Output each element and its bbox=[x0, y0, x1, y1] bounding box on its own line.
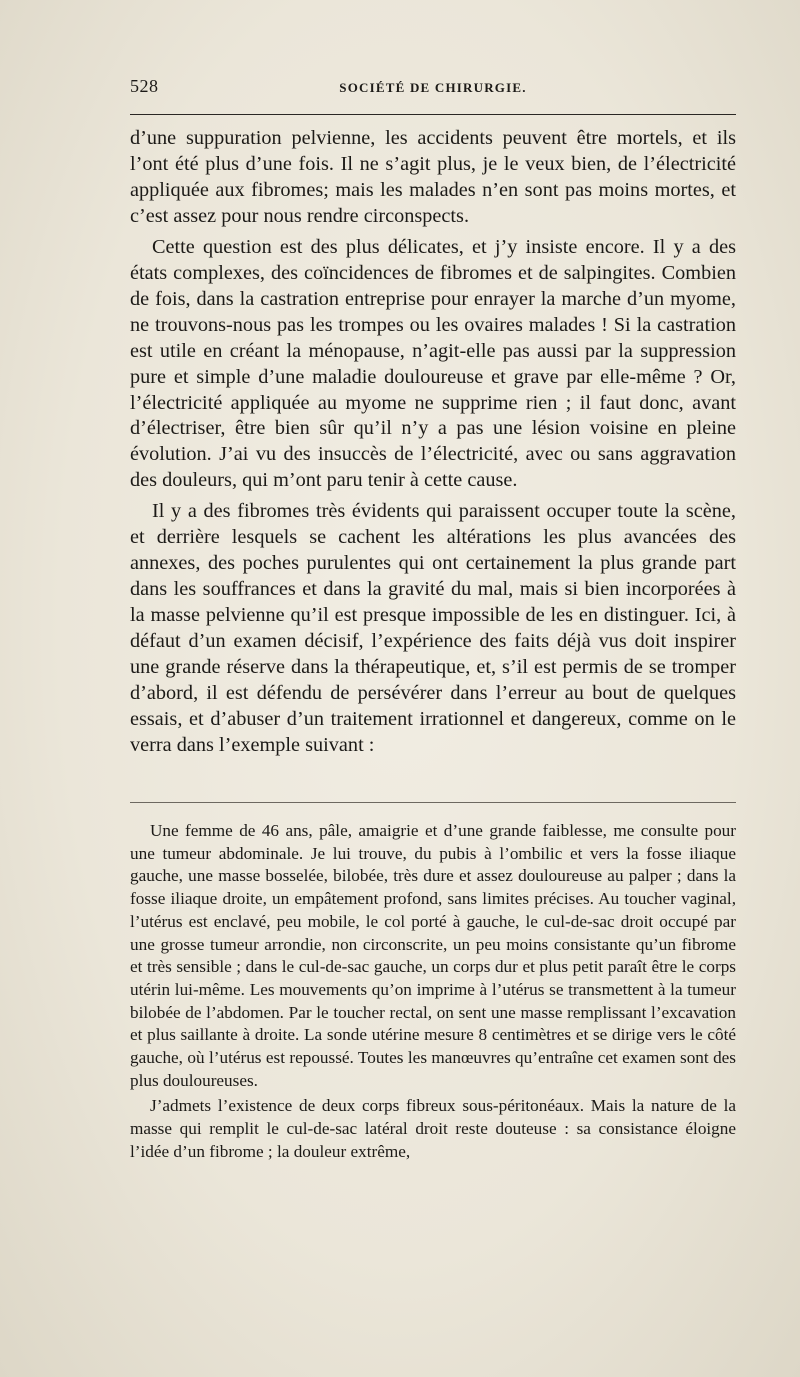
main-text bbox=[130, 126, 736, 759]
section-separator bbox=[130, 802, 736, 803]
running-title: SOCIÉTÉ DE CHIRURGIE. bbox=[339, 80, 527, 95]
case-paragraph: Une femme de 46 ans, pâle, amaigrie et d’une grande faiblesse, me consulte pour une tumeur abdominale. Je lui trouve, du pubis à l’ombilic et vers la fosse iliaque gauche, une masse bosselée, bilobée, très dure et assez douloureuse au palper ; dans la fosse iliaque droite, un empâtement profond, sans limites précises. Au toucher vaginal, l’utérus est enclavé, peu mobile, le col porté à gauche, le cul-de-sac droit occupé par une grosse tumeur arrondie, non circonscrite, un peu moins consistante qu’un fibrome et très sensible ; dans le cul-de-sac gauche, un corps dur et plus petit paraît être le corps utérin lui-même. Les mouvements qu’on imprime à l’utérus se transmettent à la tumeur bilobée de l’abdomen. Par le toucher rectal, on sent une masse remplissant l’excavation et plus saillante à droite. La sonde utérine mesure 8 centimètres et se dirige vers le côté gauche, où l’utérus est repoussé. Toutes les manœuvres qu’entraîne cet examen sont des plus douloureuses. bbox=[130, 821, 736, 1090]
case-report bbox=[130, 820, 736, 1164]
page-header bbox=[130, 74, 736, 104]
paragraph: d’une suppuration pelvienne, les accidents peuvent être mortels, et ils l’ont été plus d’une fois. Il ne s’agit plus, je le veux bien, de l’électricité appliquée aux fibromes; mais les malades n’en sont pas moins mortes, et c’est assez pour nous rendre circonspects. bbox=[130, 127, 736, 227]
header-rule bbox=[130, 114, 736, 115]
page-number: 528 bbox=[130, 76, 159, 96]
case-paragraph: J’admets l’existence de deux corps fibreux sous-péritonéaux. Mais la nature de la masse qui remplit le cul-de-sac latéral droit reste douteuse : sa consistance éloigne l’idée d’un fibrome ; la douleur extrême, bbox=[130, 1096, 736, 1161]
paragraph: Il y a des fibromes très évidents qui paraissent occuper toute la scène, et derrière lesquels se cachent les altérations les plus avancées des annexes, des poches purulentes qui ont certainement la plus grande part dans les souffrances et dans la gravité du mal, mais si bien incorporées à la masse pelvienne qu’il est presque impossible de les en distinguer. Ici, à défaut d’un examen décisif, l’expérience des faits déjà vus doit inspirer une grande réserve dans la thérapeutique, et, s’il est permis de se tromper d’abord, il est défendu de persévérer dans l’erreur au bout de quelques essais, et d’abuser d’un traitement irrationnel et dangereux, comme on le verra dans l’exemple suivant : bbox=[130, 500, 736, 756]
paragraph: Cette question est des plus délicates, et j’y insiste encore. Il y a des états complexes, des coïncidences de fibromes et de salpingites. Combien de fois, dans la castration entreprise pour enrayer la marche d’un myome, ne trouvons-nous pas les trompes ou les ovaires malades ! Si la castration est utile en créant la ménopause, n’agit-elle pas aussi par la suppression pure et simple d’une maladie douloureuse et grave par elle-même ? Or, l’électricité appliquée au myome ne supprime rien ; il faut donc, avant d’électriser, être bien sûr qu’il n’y a pas une lésion voisine en pleine évolution. J’ai vu des insuccès de l’électricité, avec ou sans aggravation des douleurs, qui m’ont paru tenir à cette cause. bbox=[130, 235, 736, 492]
